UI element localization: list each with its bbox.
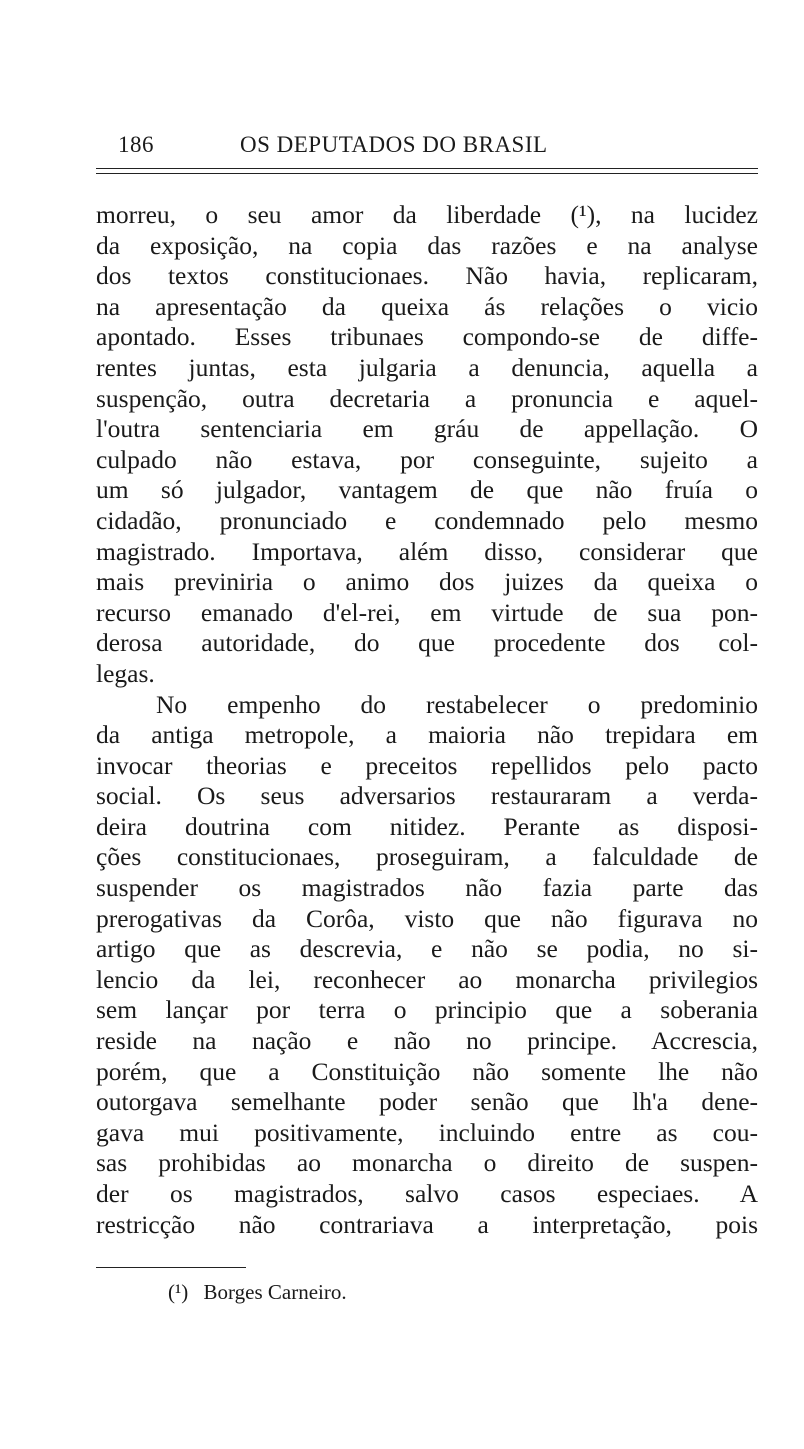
- text-line: rentes juntas, esta julgaria a denuncia, aquella a: [96, 352, 758, 382]
- footnote-marker: (¹): [168, 1280, 189, 1304]
- text-line: da antiga metropole, a maioria não trepidara em: [96, 720, 758, 750]
- footnote-rule: [96, 1267, 246, 1268]
- text-line: mais previniria o animo dos juizes da queixa o: [96, 567, 758, 597]
- text-line: prerogativas da Corôa, visto que não figurava no: [96, 903, 758, 933]
- text-line: na apresentação da queixa ás relações o vicio: [96, 291, 758, 321]
- text-line: apontado. Esses tribunaes compondo-se de diffe-: [96, 322, 758, 352]
- text-line: magistrado. Importava, além disso, considerar que: [96, 536, 758, 566]
- text-line: recurso emanado d'el-rei, em virtude de sua pon-: [96, 597, 758, 627]
- footnote: [168, 1280, 347, 1305]
- footnote-text: Borges Carneiro.: [203, 1280, 347, 1304]
- text-line: lencio da lei, reconhecer ao monarcha privilegios: [96, 964, 758, 994]
- header-rule-bottom: [96, 173, 758, 174]
- text-line: um só julgador, vantagem de que não fruía o: [96, 475, 758, 505]
- text-line: sas prohibidas ao monarcha o direito de suspen-: [96, 1148, 758, 1178]
- text-line: No empenho do restabelecer o predominio: [156, 689, 758, 719]
- text-line: dos textos constitucionaes. Não havia, replicaram,: [96, 261, 758, 291]
- header-rule-top: [96, 168, 758, 169]
- text-line: sem lançar por terra o principio que a soberania: [96, 995, 758, 1025]
- text-line: ções constitucionaes, proseguiram, a falculdade de: [96, 842, 758, 872]
- text-line: reside na nação e não no principe. Accrescia,: [96, 1026, 758, 1056]
- text-line: legas.: [96, 658, 155, 688]
- page-header: [118, 132, 638, 166]
- text-line: gava mui positivamente, incluindo entre as cou-: [96, 1117, 758, 1147]
- text-line: da exposição, na copia das razões e na analyse: [96, 230, 758, 260]
- text-line: l'outra sentenciaria em gráu de appellação. O: [96, 414, 758, 444]
- text-line: deira doutrina com nitidez. Perante as disposi-: [96, 811, 758, 841]
- text-line: artigo que as descrevia, e não se podia, no si-: [96, 934, 758, 964]
- text-line: suspender os magistrados não fazia parte das: [96, 873, 758, 903]
- running-title: OS DEPUTADOS DO BRASIL: [240, 132, 548, 157]
- text-line: morreu, o seu amor da liberdade (¹), na lucidez: [96, 200, 758, 229]
- text-line: restricção não contrariava a interpretação, pois: [96, 1209, 758, 1239]
- text-line: social. Os seus adversarios restauraram a verda-: [96, 781, 758, 811]
- text-line: porém, que a Constituição não somente lhe não: [96, 1056, 758, 1086]
- text-line: suspenção, outra decretaria a pronuncia e aquel-: [96, 383, 758, 413]
- text-line: outorgava semelhante poder senão que lh'a dene-: [96, 1087, 758, 1117]
- body-text: [96, 200, 758, 1240]
- text-line: cidadão, pronunciado e condemnado pelo mesmo: [96, 505, 758, 535]
- text-line: culpado não estava, por conseguinte, sujeito a: [96, 444, 758, 474]
- text-line: der os magistrados, salvo casos especiaes. A: [96, 1179, 758, 1208]
- text-line: derosa autoridade, do que procedente dos col-: [96, 628, 758, 658]
- text-line: invocar theorias e preceitos repellidos pelo pacto: [96, 750, 758, 780]
- page-number: 186: [118, 132, 154, 157]
